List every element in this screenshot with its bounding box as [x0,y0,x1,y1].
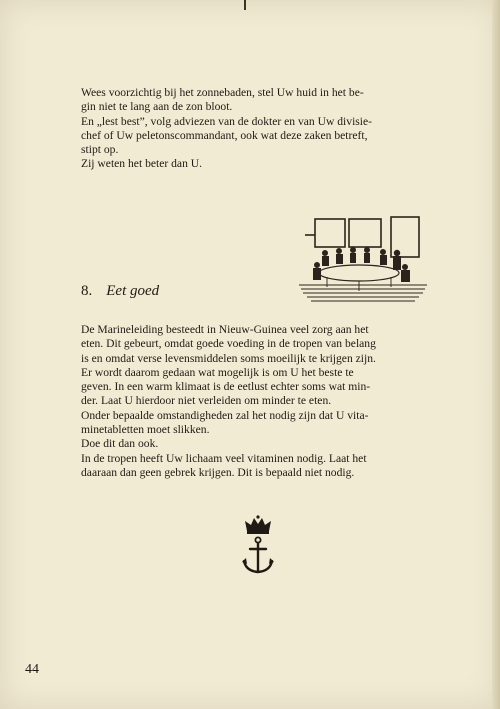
body-paragraph [81,323,436,480]
text-line: Zij weten het beter dan U. [81,157,203,171]
text-line: chef of Uw peletonscommandant, ook wat deze zaken betreft, [81,128,368,142]
spine-mark [244,0,246,10]
text-line: geven. In een warm klimaat is de eetlust echter soms wat min- [81,380,371,394]
text-line: Doe dit dan ook. [81,437,159,451]
page-edge [492,0,500,709]
text-line: In de tropen heeft Uw lichaam veel vitaminen nodig. Laat het [81,451,367,465]
text-line: is en omdat verse levensmiddelen soms moeilijk te krijgen zijn. [81,351,376,365]
text-line: der. Laat U hierdoor niet verleiden om minder te eten. [81,394,332,408]
dining-sailors-illustration [297,213,432,305]
text-line: Er wordt daarom gedaan wat mogelijk is om U het beste te [81,365,354,379]
section-title: Eet goed [106,283,160,299]
text-line: minetabletten moet slikken. [81,423,210,437]
text-line: eten. Dit gebeurt, omdat goede voeding in de tropen van belang [81,337,376,351]
intro-paragraph [81,86,436,172]
text-line: De Marineleiding besteedt in Nieuw-Guinea veel zorg aan het [81,323,369,336]
text-line: Onder bepaalde omstandigheden zal het nodig zijn dat U vita- [81,408,369,422]
crown-anchor-emblem [240,515,276,577]
text-line: gin niet te lang aan de zon bloot. [81,100,233,114]
page-number: 44 [25,662,39,677]
section-heading [81,283,159,300]
section-number: 8. [81,283,93,299]
text-line: Wees voorzichtig bij het zonnebaden, stel Uw huid in het be- [81,86,364,99]
text-line: En „lest best”, volg adviezen van de dokter en van Uw divisie- [81,114,373,128]
text-line: stipt op. [81,143,119,157]
text-line: daaraan dan geen gebrek krijgen. Dit is bepaald niet nodig. [81,465,355,479]
